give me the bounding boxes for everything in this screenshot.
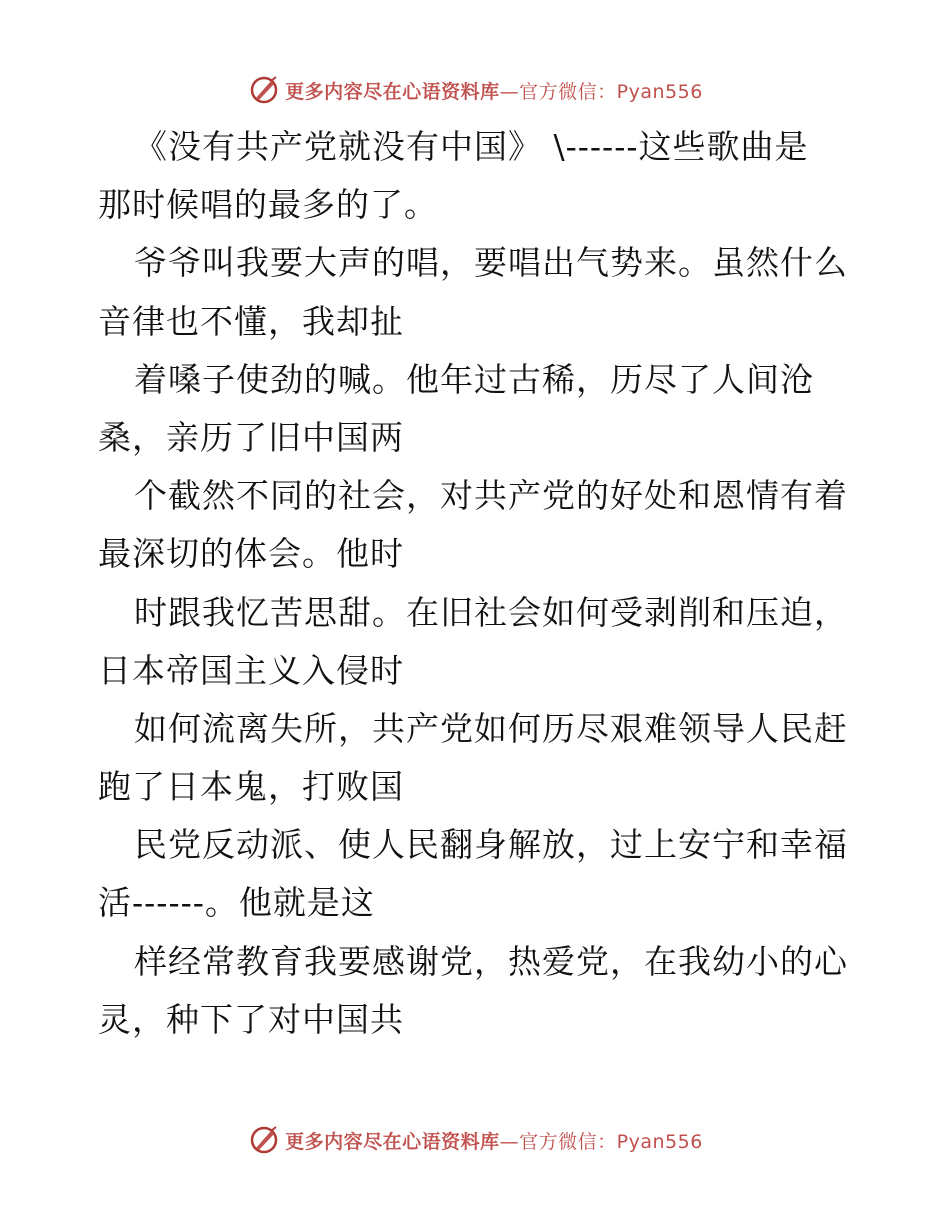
footer-site-text: 更多内容尽在心语资料库 — [285, 1130, 500, 1153]
body-line: 《没有共产党就没有中国》 \------这些歌曲是 — [134, 127, 809, 166]
body-line: 如何流离失所，共产党如何历尽艰难领导人民赶 — [134, 708, 848, 748]
body-line: 活------。他就是这 — [98, 883, 375, 923]
body-line: 灵，种下了对中国共 — [98, 999, 404, 1039]
page-footer-banner — [0, 1120, 950, 1160]
body-line: 日本帝国主义入侵时 — [98, 650, 404, 690]
page-header-banner — [0, 70, 950, 110]
header-site-text: 更多内容尽在心语资料库 — [285, 80, 500, 103]
body-line: 最深切的体会。他时 — [98, 534, 404, 574]
body-line: 样经常教育我要感谢党，热爱党，在我幼小的心 — [134, 941, 848, 981]
body-line: 桑，亲历了旧中国两 — [98, 417, 404, 457]
body-line: 民党反动派、使人民翻身解放，过上安宁和幸福 — [134, 825, 848, 865]
quill-pen-circle-icon — [247, 1123, 281, 1157]
body-line: 爷爷叫我要大声的唱，要唱出气势来。虽然什么 — [134, 243, 848, 283]
footer-wechat-text: —官方微信：Pyan556 — [499, 1130, 703, 1153]
header-text — [285, 77, 703, 104]
body-line: 着嗓子使劲的喊。他年过古稀，历尽了人间沧 — [134, 359, 814, 399]
footer-text — [285, 1127, 703, 1154]
body-line: 音律也不懂，我却扯 — [98, 301, 404, 341]
body-line: 个截然不同的社会，对共产党的好处和恩情有着 — [134, 476, 848, 516]
body-line: 时跟我忆苦思甜。在旧社会如何受剥削和压迫， — [134, 592, 848, 632]
body-line: 那时候唱的最多的了。 — [98, 185, 438, 225]
body-line: 跑了日本鬼，打败国 — [98, 767, 404, 807]
quill-pen-circle-icon — [247, 73, 281, 107]
header-wechat-text: —官方微信：Pyan556 — [499, 80, 703, 103]
document-body — [98, 118, 858, 1049]
